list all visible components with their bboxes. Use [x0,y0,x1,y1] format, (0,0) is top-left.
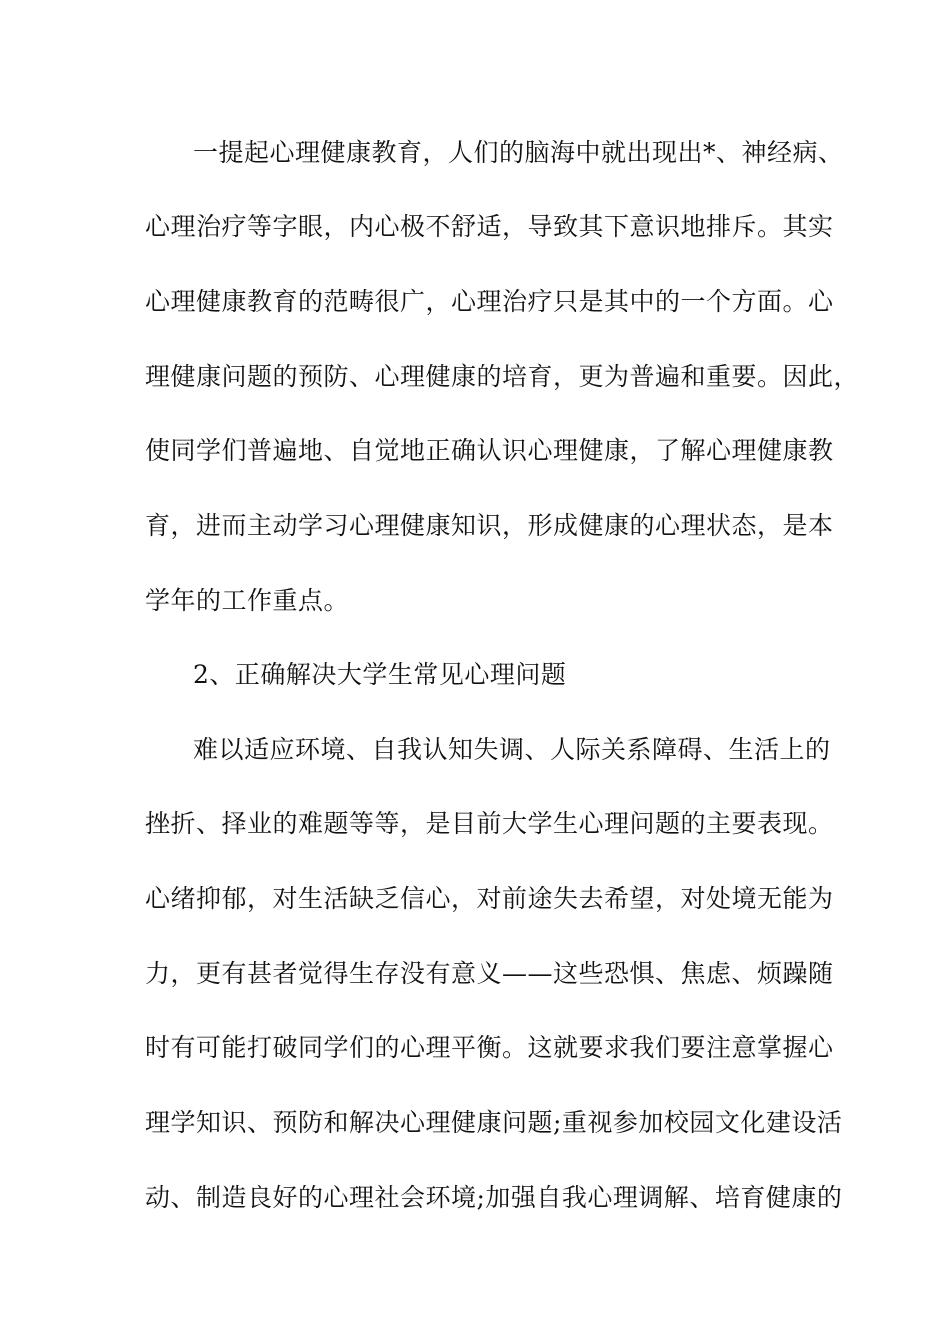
paragraph-1-line-3: 心理健康教育的范畴很广，心理治疗只是其中的一个方面。心 [145,287,834,316]
paragraph-2-line-5: 时有可能打破同学们的心理平衡。这就要求我们要注意掌握心 [145,1033,834,1062]
paragraph-2-line-2: 挫折、择业的难题等等，是目前大学生心理问题的主要表现。 [145,809,834,838]
paragraph-1-line-5: 使同学们普遍地、自觉地正确认识心理健康，了解心理健康教 [145,436,834,465]
paragraph-2-line-3: 心绪抑郁，对生活缺乏信心，对前途失去希望，对处境无能为 [145,884,834,913]
paragraph-2-line-6: 理学知识、预防和解决心理健康问题;重视参加校园文化建设活 [145,1108,843,1137]
paragraph-1-line-1: 一提起心理健康教育，人们的脑海中就出现出*、神经病、 [193,138,844,167]
paragraph-2-line-7: 动、制造良好的心理社会环境;加强自我心理调解、培育健康的 [145,1183,843,1212]
paragraph-1-line-7: 学年的工作重点。 [145,586,350,615]
paragraph-1-line-2: 心理治疗等字眼，内心极不舒适，导致其下意识地排斥。其实 [145,212,834,241]
section-heading: 2、正确解决大学生常见心理问题 [193,660,567,689]
paragraph-1-line-6: 育，进而主动学习心理健康知识，形成健康的心理状态，是本 [145,511,834,540]
paragraph-1-line-4: 理健康问题的预防、心理健康的培育，更为普遍和重要。因此， [145,362,860,391]
paragraph-2-line-1: 难以适应环境、自我认知失调、人际关系障碍、生活上的 [193,735,831,764]
paragraph-2-line-4: 力，更有甚者觉得生存没有意义——这些恐惧、焦虑、烦躁随 [145,959,834,988]
